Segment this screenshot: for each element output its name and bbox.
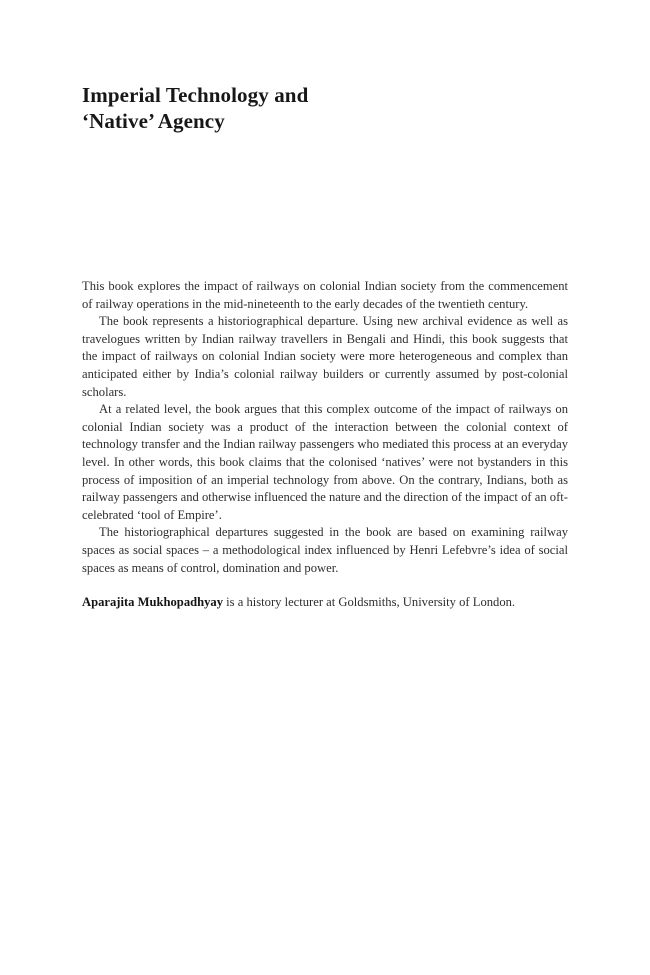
blurb-text-block: [82, 278, 568, 624]
author-name: Aparajita Mukhopadhyay: [82, 595, 224, 610]
blurb-paragraph: The book represents a historiographical departure. Using new archival evidence as well as travelogues written by Indian railway travellers in Bengali and Hindi, this book suggests that the impact of railways on colonial Indian society were more heterogeneous and complex than anticipated either by India’s colonial railway builders or currently assumed by post-colonial scholars.: [82, 314, 568, 399]
author-bio-description: is a history lecturer at Goldsmiths, University of London.: [223, 595, 516, 610]
page-title: [82, 82, 568, 134]
blurb-paragraph: At a related level, the book argues that this complex outcome of the impact of railways on colonial Indian society was a product of the interaction between the colonial context of technology transfer and the Indian railway passengers who mediated this process at an everyday level. In other words, this book claims that the colonised ‘natives’ were not bystanders in this process of imposition of an imperial technology from above. On the contrary, Indians, both as railway passengers and otherwise influenced the nature and the direction of the impact of an oft-celebrated ‘tool of Empire’.: [82, 402, 568, 522]
author-bio: [82, 594, 568, 612]
page-title-line-2: ‘Native’ Agency: [82, 109, 225, 133]
blurb-paragraph: The historiographical departures suggested in the book are based on examining railway spaces as social spaces – a methodological index influenced by Henri Lefebvre’s idea of social spaces as means of control, domination and power.: [82, 525, 568, 575]
blurb-paragraph: This book explores the impact of railways on colonial Indian society from the commencement of railway operations in the mid-nineteenth to the early decades of the twentieth century.: [82, 279, 568, 311]
page-title-line-1: Imperial Technology and: [82, 83, 309, 107]
